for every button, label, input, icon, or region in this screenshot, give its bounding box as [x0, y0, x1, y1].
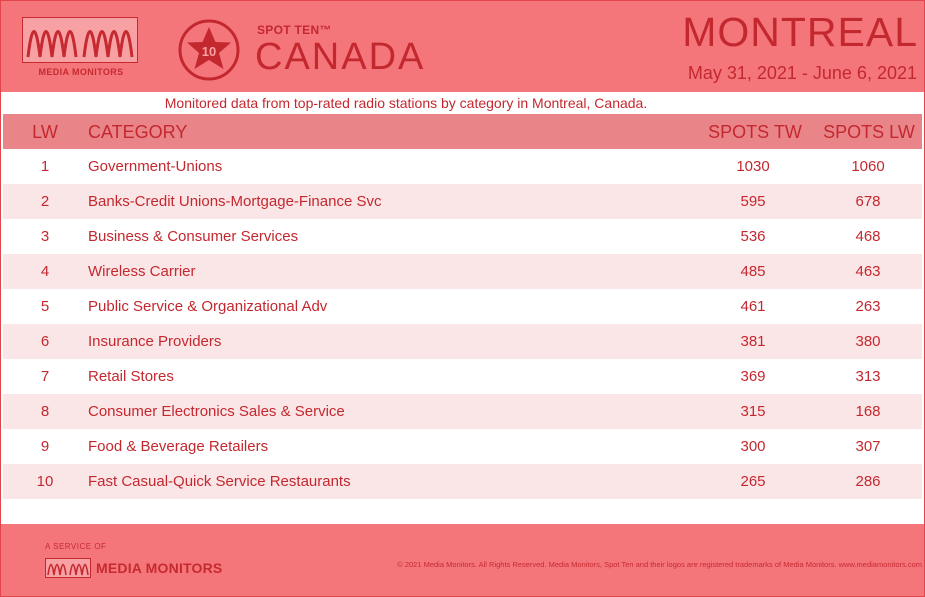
table-row — [3, 324, 922, 359]
cell-spots-tw: 595 — [740, 193, 766, 210]
spot-ten-label: SPOT TEN™ — [257, 23, 332, 37]
table-row — [3, 149, 922, 184]
header-spots-lw: SPOTS LW — [823, 122, 915, 142]
cell-category: Public Service & Organizational Adv — [88, 298, 328, 315]
header — [1, 1, 924, 92]
cell-lw: 8 — [40, 403, 50, 420]
cell-spots-lw: 1060 — [851, 158, 885, 175]
cell-spots-lw: 263 — [855, 298, 881, 315]
page-subtitle: Monitored data from top-rated radio stations by category in Montreal, Canada. — [164, 95, 648, 111]
cell-spots-tw: 485 — [740, 263, 766, 280]
cell-category: Retail Stores — [88, 368, 174, 385]
header-spots-tw: SPOTS TW — [708, 122, 802, 142]
cell-spots-tw: 461 — [740, 298, 766, 315]
cell-lw: 4 — [40, 263, 50, 280]
cell-spots-lw: 380 — [855, 333, 881, 350]
date-range: May 31, 2021 - June 6, 2021 — [687, 63, 917, 83]
cell-category: Wireless Carrier — [88, 263, 196, 280]
media-monitors-logo — [20, 17, 140, 80]
cell-category: Government-Unions — [88, 158, 223, 175]
badge-number: 10 — [201, 44, 217, 59]
cell-spots-lw: 286 — [855, 473, 881, 490]
cell-spots-tw: 265 — [740, 473, 766, 490]
cell-spots-tw: 536 — [740, 228, 766, 245]
cell-lw: 5 — [40, 298, 50, 315]
cell-lw: 3 — [40, 228, 50, 245]
cell-spots-tw: 1030 — [736, 158, 770, 175]
logo-text: MEDIA MONITORS — [38, 67, 124, 77]
cell-lw: 2 — [40, 193, 50, 210]
table-row — [3, 219, 922, 254]
cell-category: Food & Beverage Retailers — [88, 438, 269, 455]
table-header — [3, 114, 922, 149]
cell-lw: 7 — [40, 368, 50, 385]
cell-spots-tw: 369 — [740, 368, 766, 385]
table-row — [3, 289, 922, 324]
cell-lw: 9 — [40, 438, 50, 455]
cell-spots-tw: 381 — [740, 333, 766, 350]
table-row — [3, 184, 922, 219]
header-category: CATEGORY — [88, 122, 188, 142]
cell-spots-lw: 307 — [855, 438, 881, 455]
spots-table — [3, 114, 922, 499]
media-monitors-logo-icon — [22, 17, 138, 63]
cell-category: Insurance Providers — [88, 333, 222, 350]
table-row — [3, 429, 922, 464]
cell-lw: 1 — [40, 158, 50, 175]
cell-spots-tw: 300 — [740, 438, 766, 455]
cell-category: Business & Consumer Services — [88, 228, 299, 245]
cell-lw: 6 — [40, 333, 50, 350]
footer-logo-icon — [45, 558, 91, 578]
service-label: A SERVICE OF — [45, 542, 107, 551]
spot-ten-star-badge-icon — [177, 18, 241, 82]
cell-spots-lw: 463 — [855, 263, 881, 280]
cell-spots-lw: 678 — [855, 193, 881, 210]
cell-spots-lw: 313 — [855, 368, 881, 385]
copyright-text: © 2021 Media Monitors. All Rights Reserved. Media Monitors, Spot Ten and their logos are registered trademarks of Media Monitors. www.mediamonitors.com — [397, 560, 922, 569]
footer — [1, 524, 924, 596]
footer-brand: MEDIA MONITORS — [96, 560, 223, 576]
table-row — [3, 394, 922, 429]
cell-spots-lw: 468 — [855, 228, 881, 245]
cell-lw: 10 — [36, 473, 54, 490]
cell-category: Consumer Electronics Sales & Service — [88, 403, 345, 420]
cell-category: Fast Casual-Quick Service Restaurants — [88, 473, 351, 490]
table-body — [3, 149, 922, 499]
city-title: MONTREAL — [682, 9, 918, 55]
header-lw: LW — [32, 122, 58, 142]
cell-spots-tw: 315 — [740, 403, 766, 420]
cell-spots-lw: 168 — [855, 403, 881, 420]
cell-category: Banks-Credit Unions-Mortgage-Finance Svc — [88, 193, 382, 210]
table-row — [3, 254, 922, 289]
country-title: CANADA — [255, 36, 426, 78]
table-row — [3, 359, 922, 394]
table-row — [3, 464, 922, 499]
